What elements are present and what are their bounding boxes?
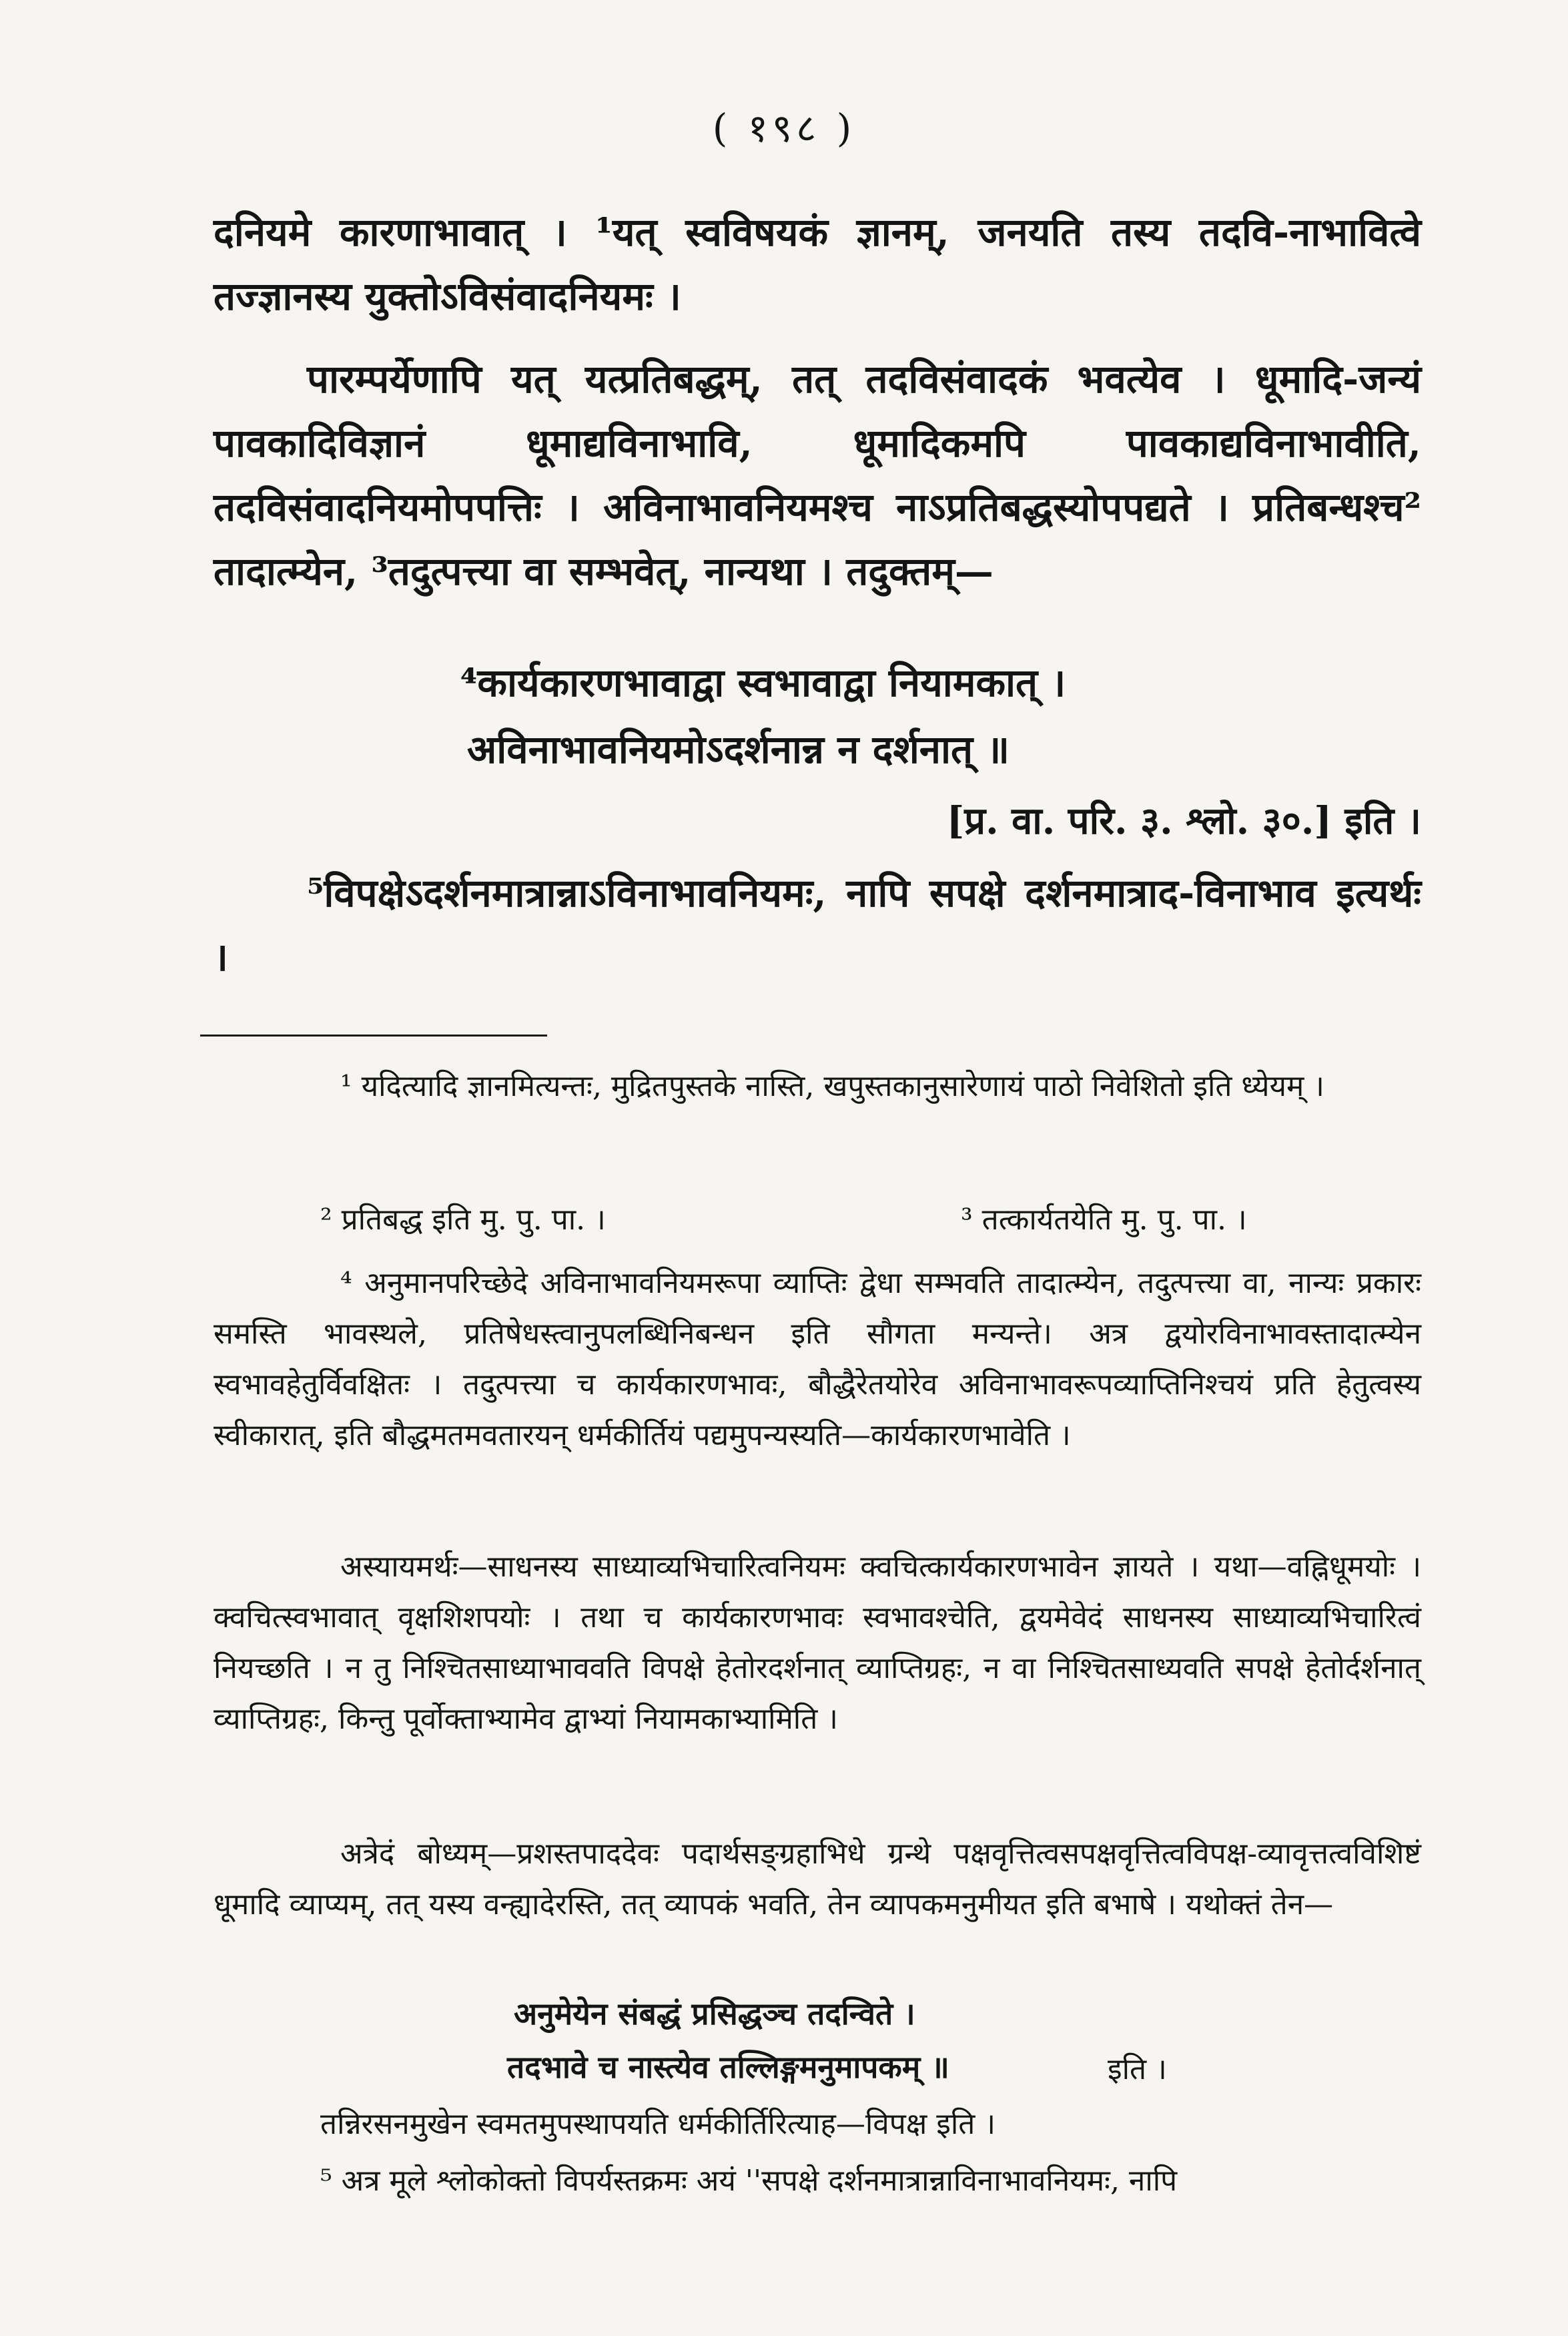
main-paragraph-1: दनियमे कारणाभावात् । ¹यत् स्वविषयकं ज्ञानम्, जनयति तस्य तदवि-नाभावित्वे तज्ज्ञानस्य युक्तोऽविसंवादनियमः । [214,210,1421,319]
footnote-divider [200,1035,547,1037]
main-paragraph-3: ⁵विपक्षेऽदर्शनमात्रान्नाऽविनाभावनियमः, नापि सपक्षे दर्शनमात्राद-विनाभाव इत्यर्थः । [214,870,1421,980]
footnote-verse-line-1: अनुमेयेन संबद्धं प्रसिद्धञ्च तदन्विते । [514,1996,915,2032]
main-text-block-2 [214,347,1421,603]
footnote-verse-line-2: तदभावे च नास्त्येव तल्लिङ्गमनुमापकम् ॥ [507,2049,949,2085]
verse-citation: [प्र. वा. परि. ३. श्लो. ३०.] इति । [946,799,1421,843]
footnote-verse-iti: इति । [1108,2052,1167,2086]
footnote-1: ¹ यदित्यादि ज्ञानमित्यन्तः, मुद्रितपुस्तके नास्ति, खपुस्तकानुसारेणायं पाठो निवेशितो इति ध्येयम् । [340,1069,1324,1103]
main-text-block [214,200,1421,328]
footnote-4b-block [214,1542,1421,1745]
footnote-2: ² प्रतिबद्ध इति मु. पु. पा. । [320,1203,606,1237]
footnote-4-explanation: अस्यायमर्थः—साधनस्य साध्याव्यभिचारित्वनियमः क्वचित्कार्यकारणभावेन ज्ञायते । यथा—वह्निधूमयोः । क्वचित्स्वभावात् वृक्षशिशपयोः । तथा च कार्यकारणभावः स्वभावश्चेति, द्वयमेवेदं साधनस्य साध्याव्यभिचारित्वं नियच्छति । न तु निश्चितसाध्याभाववति विपक्षे हेतोरदर्शनात् व्याप्तिग्रहः, न वा निश्चितसाध्यवति सपक्षे हेतोर्दर्शनात् व्याप्तिग्रहः, किन्तु पूर्वोक्ताभ्यामेव द्वाभ्यां नियामकाभ्यामिति । [214,1550,1421,1736]
main-paragraph-2: पारम्पर्येणापि यत् यत्प्रतिबद्धम्, तत् तदविसंवादकं भवत्येव । धूमादि-जन्यं पावकादिविज्ञानं धूमाद्यविनाभावि, धूमादिकमपि पावकाद्यविनाभावीति, तदविसंवादनियमोपपत्तिः । अविनाभावनियमश्च नाऽप्रतिबद्धस्योपपद्यते । प्रतिबन्धश्च² तादात्म्येन, ³तदुत्पत्त्या वा सम्भवेत्, नान्यथा । तदुक्तम्— [214,356,1421,594]
footnote-4c-block [214,1829,1421,1930]
footnote-4-note: अत्रेदं बोध्यम्—प्रशस्तपाददेवः पदार्थसङ्ग्रहाभिधे ग्रन्थे पक्षवृत्तित्वसपक्षवृत्तित्वविपक्ष-व्यावृत्तत्वविशिष्टं धूमादि व्याप्यम्, तत् यस्य वन्ह्यादेरस्ति, तत् व्यापकं भवति, तेन व्यापकमनुमीयत इति बभाषे । यथोक्तं तेन— [214,1837,1421,1922]
verse-line-2: अविनाभावनियमोऽदर्शनान्न न दर्शनात् ॥ [467,727,1010,772]
verse-line-1: ⁴कार्यकारणभावाद्वा स्वभावाद्वा नियामकात् । [460,660,1066,705]
footnote-1-block [214,1061,1421,1112]
footnote-3: ³ तत्कार्यतयेति मु. पु. पा. । [961,1203,1247,1237]
footnote-4-conclusion: तन्निरसनमुखेन स्वमतमुपस्थापयति धर्मकीर्तिरित्याह—विपक्ष इति । [320,2107,996,2141]
page-number: ( १९८ ) [712,105,856,151]
main-text-block-3 [214,861,1421,989]
footnote-4-block [214,1258,1421,1461]
footnote-4: ⁴ अनुमानपरिच्छेदे अविनाभावनियमरूपा व्याप्तिः द्वेधा सम्भवति तादात्म्येन, तदुत्पत्त्या वा, नान्यः प्रकारः समस्ति भावस्थले, प्रतिषेधस्त्वानुपलब्धिनिबन्धन इति सौगता मन्यन्ते। अत्र द्वयोरविनाभावस्तादात्म्येन स्वभावहेतुर्विवक्षितः । तदुत्पत्त्या च कार्यकारणभावः, बौद्धैरेतयोरेव अविनाभावरूपव्याप्तिनिश्चयं प्रति हेतुत्वस्य स्वीकारात्, इति बौद्धमतमवतारयन् धर्मकीर्तियं पद्यमुपन्यस्यति—कार्यकारणभावेति । [214,1266,1421,1452]
footnote-5: ⁵ अत्र मूले श्लोकोक्तो विपर्यस्तक्रमः अयं ''सपक्षे दर्शनमात्रान्नाविनाभावनियमः, नापि [320,2164,1178,2198]
